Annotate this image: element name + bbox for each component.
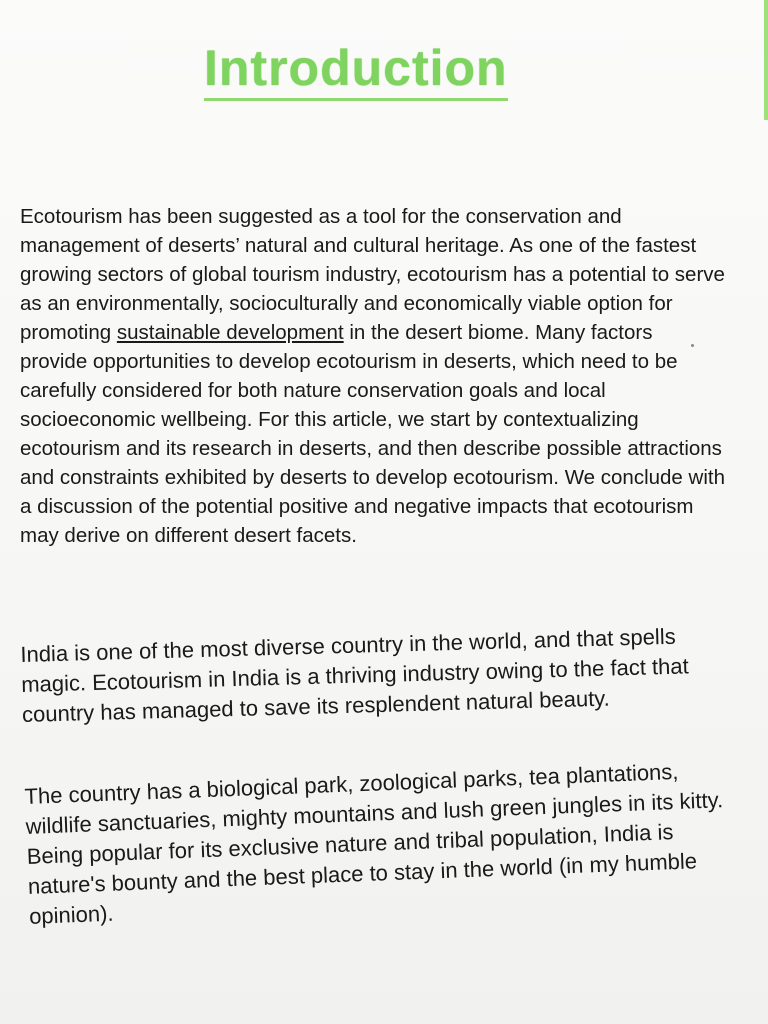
- sustainable-development-link[interactable]: sustainable development: [116, 321, 344, 344]
- page-speck: [691, 344, 694, 347]
- page-edge-marker: [764, 0, 768, 120]
- paragraph-text: Ecotourism has been suggested as a tool for the conservation and management of deserts’ natural and cultural heritage. As one of the fastest growing sectors of global tourism industry, ecotourism has a potential to serve as an environmentally, socioculturally and economically viable option for promoting: [20, 205, 725, 344]
- paragraph-india-diversity: India is one of the most diverse country in the world, and that spells magic. Ecotourism in India is a thriving industry owing to the fact that country has managed to save its resplendent natural beauty.: [20, 623, 689, 727]
- page-title: Introduction: [204, 40, 508, 101]
- paragraph-ecotourism-deserts: [20, 202, 725, 550]
- paragraph-text: in the desert biome. Many factors provide opportunities to develop ecotourism in deserts, which need to be carefully considered for both nature conservation goals and local socioeconomic wellbeing. For this article, we start by contextualizing ecotourism and its research in deserts, and then describe possible attractions and constraints exhibited by deserts to develop ecotourism. We conclude with a discussion of the potential positive and negative impacts that ecotourism may derive on different desert facets.: [20, 321, 725, 547]
- paragraph-india-nature: The country has a biological park, zoological parks, tea plantations, wildlife sanctuaries, mighty mountains and lush green jungles in its kitty. Being popular for its exclusive nature and tribal population, India is nature's bounty and the best place to stay in the world (in my humble opinion).: [24, 758, 724, 929]
